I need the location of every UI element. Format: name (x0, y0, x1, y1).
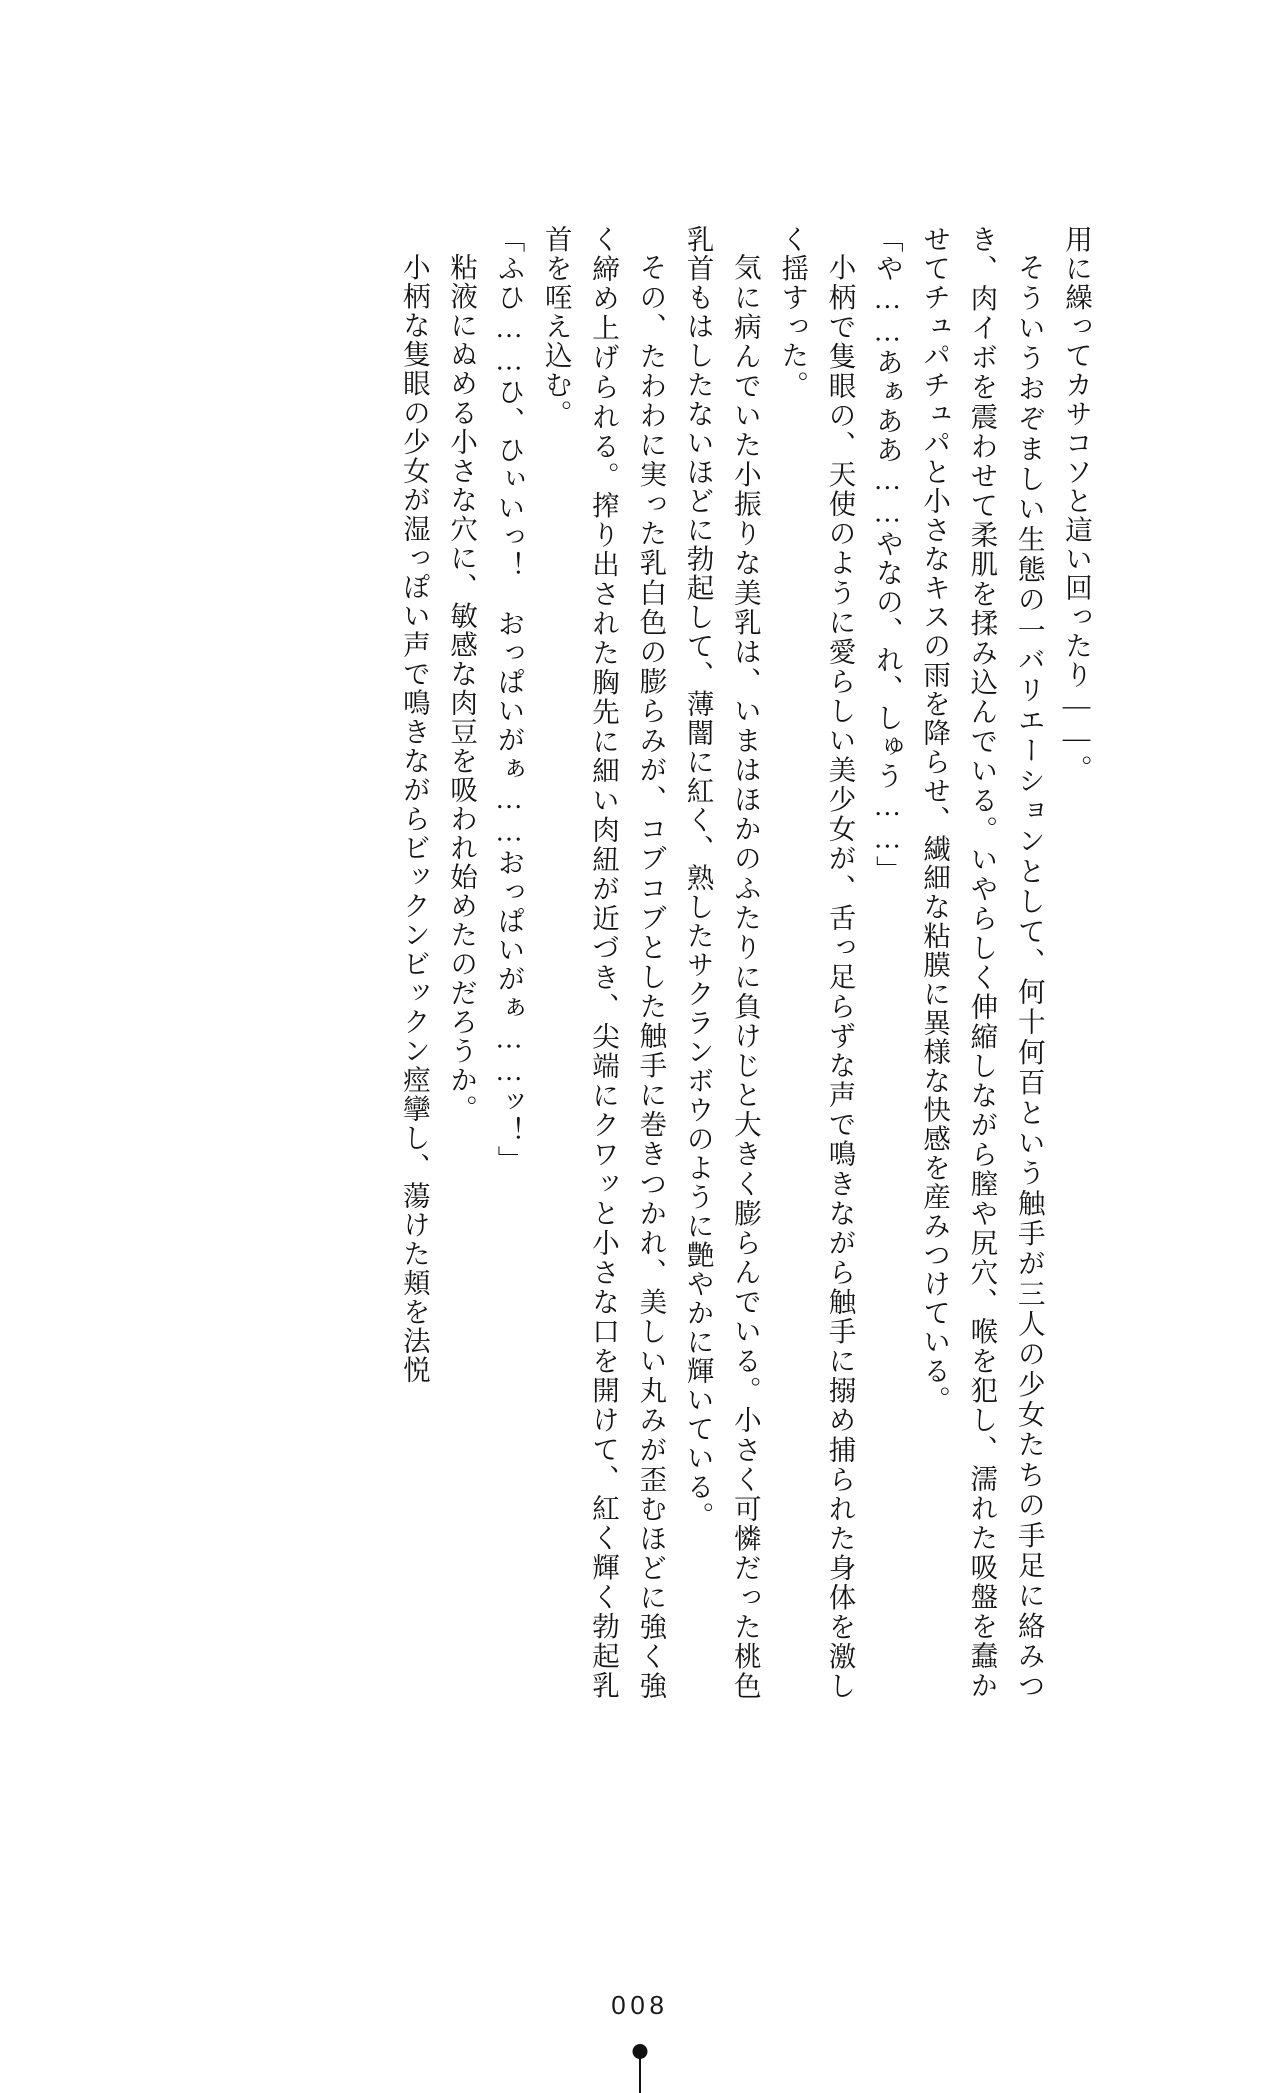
folio-rule-ornament (639, 2053, 641, 2093)
paragraph: 「ふひ……ひ、ひぃいっ！ おっぱいがぁ……おっぱいがぁ……ッ！」 (493, 225, 525, 1175)
paragraph: 小柄な隻眼の少女が湿っぽい声で鳴きながらビックンビックン痙攣し、蕩けた頬を法悦 (398, 252, 430, 1384)
paragraph: 粘液にぬめる小さな穴に、敏感な肉豆を吸われ始めたのだろうか。 (446, 252, 478, 1123)
paragraph: 用に繰ってカサコソと這い回ったり——。 (1061, 225, 1092, 784)
paragraph: 気に病んでいた小振りな美乳は、いまはほかのふたりに負けじと大きく膨らんでいる。小さく可憐だった桃色乳首もはしたないほどに勃起して、薄闇に紅く、熟したサクランボウのように艶やかに輝いている。 (682, 225, 761, 1700)
body-text (180, 225, 1100, 1700)
paragraph: その、たわわに実った乳白色の膨らみが、コブコブとした触手に巻きつかれ、美しい丸みが歪むほどに強く強く締め上げられる。搾り出された胸先に細い肉紐が近づき、尖端にクワッと小さな口を開けて、紅く輝く勃起乳首を咥え込む。 (540, 225, 667, 1700)
paragraph: そういうおぞましい生態の一バリエーションとして、何十何百という触手が三人の少女たちの手足に絡みつき、肉イボを震わせて柔肌を揉み込んでいる。いやらしく伸縮しながら膣や尻穴、喉を犯し、濡れた吸盤を蠢かせてチュパチュパと小さなキスの雨を降らせ、繊細な粘膜に異様な快感を産みつけている。 (919, 225, 1045, 1700)
paragraph: 小柄で隻眼の、天使のように愛らしい美少女が、舌っ足らずな声で鳴きながら触手に搦め捕られた身体を激しく揺すった。 (777, 225, 856, 1700)
paragraph: 「や……あぁああ……やなの、れ、しゅう……」 (871, 225, 903, 885)
page-number: 008 (611, 1990, 669, 2020)
